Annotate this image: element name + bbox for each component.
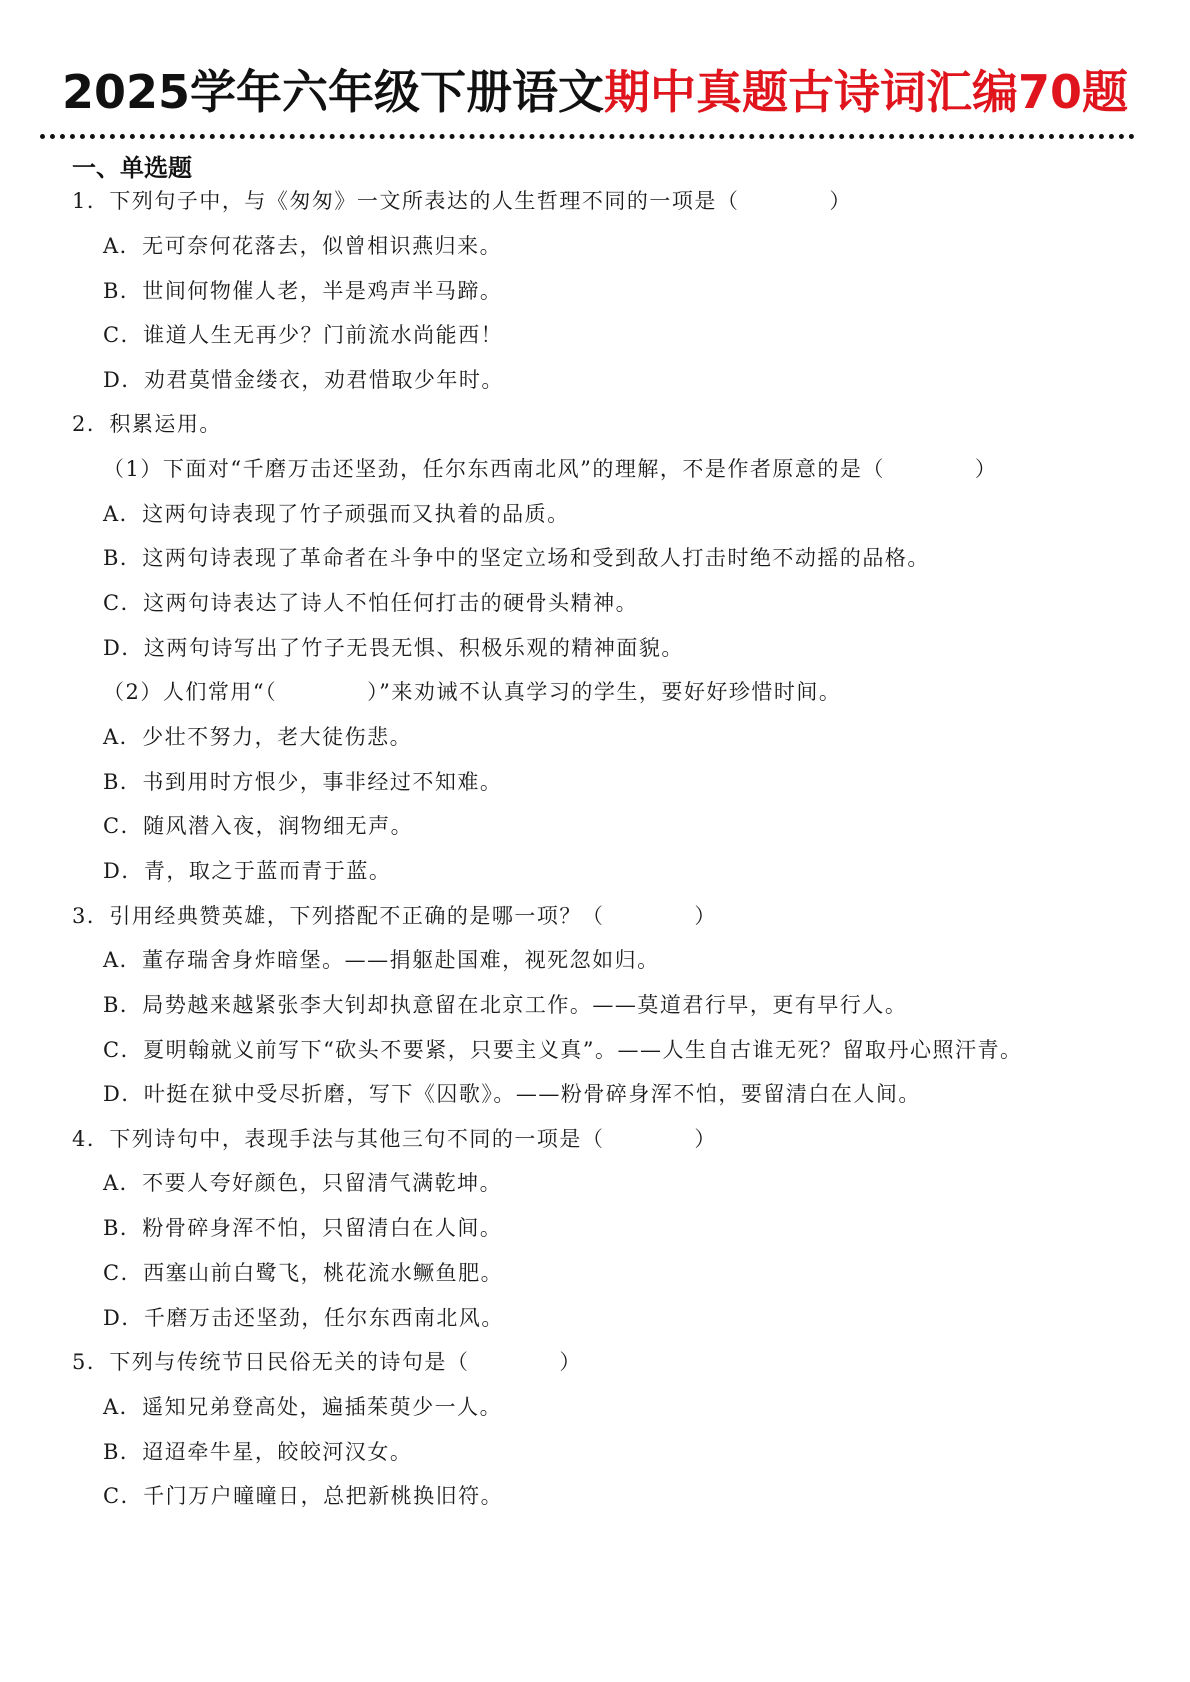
question-2-part-2: （2）人们常用“（ ）”来劝诫不认真学习的学生，要好好珍惜时间。 — [103, 680, 842, 704]
question-3-option-a: A．董存瑞舍身炸暗堡。——捐躯赴国难，视死忽如归。 — [103, 948, 660, 972]
question-3: 3．引用经典赞英雄，下列搭配不正确的是哪一项？（ ） — [72, 904, 717, 928]
title-accent: 期中真题古诗词汇编70题 — [604, 65, 1129, 119]
question-2-2-option-b: B．书到用时方恨少，事非经过不知难。 — [103, 770, 503, 794]
question-4-option-b: B．粉骨碎身浑不怕，只留清白在人间。 — [103, 1216, 503, 1240]
question-4-option-c: C．西塞山前白鹭飞，桃花流水鳜鱼肥。 — [103, 1261, 504, 1285]
question-2-1-option-a: A．这两句诗表现了竹子顽强而又执着的品质。 — [103, 502, 570, 526]
question-1-option-d: D．劝君莫惜金缕衣，劝君惜取少年时。 — [103, 368, 504, 392]
question-2-1-option-d: D．这两句诗写出了竹子无畏无惧、积极乐观的精神面貌。 — [103, 636, 684, 660]
question-3-option-d: D．叶挺在狱中受尽折磨，写下《囚歌》。——粉骨碎身浑不怕，要留清白在人间。 — [103, 1082, 921, 1106]
section-heading: 一、单选题 — [72, 154, 192, 182]
question-1-option-c: C．谁道人生无再少？门前流水尚能西！ — [103, 323, 504, 347]
question-4-option-a: A．不要人夸好颜色，只留清气满乾坤。 — [103, 1171, 503, 1195]
dotted-divider — [40, 134, 1135, 139]
question-3-option-b: B．局势越来越紧张李大钊却执意留在北京工作。——莫道君行早，更有早行人。 — [103, 993, 908, 1017]
question-5: 5．下列与传统节日民俗无关的诗句是（ ） — [72, 1350, 582, 1374]
question-1-option-a: A．无可奈何花落去，似曾相识燕归来。 — [103, 234, 503, 258]
question-2-2-option-d: D．青，取之于蓝而青于蓝。 — [103, 859, 392, 883]
question-5-option-a: A．遥知兄弟登高处，遍插茱萸少一人。 — [103, 1395, 503, 1419]
question-5-option-c: C．千门万户曈曈日，总把新桃换旧符。 — [103, 1484, 504, 1508]
question-2-2-option-a: A．少壮不努力，老大徒伤悲。 — [103, 725, 413, 749]
question-5-option-b: B．迢迢牵牛星，皎皎河汉女。 — [103, 1440, 413, 1464]
question-2-1-option-c: C．这两句诗表达了诗人不怕任何打击的硬骨头精神。 — [103, 591, 639, 615]
question-2: 2．积累运用。 — [72, 412, 222, 436]
title-main: 2025学年六年级下册语文 — [61, 65, 604, 119]
question-2-part-1: （1）下面对“千磨万击还坚劲，任尔东西南北风”的理解，不是作者原意的是（ ） — [103, 457, 998, 481]
question-4-option-d: D．千磨万击还坚劲，任尔东西南北风。 — [103, 1306, 504, 1330]
question-3-option-c: C．夏明翰就义前写下“砍头不要紧，只要主义真”。——人生自古谁无死？留取丹心照汗青。 — [103, 1038, 1023, 1062]
question-2-2-option-c: C．随风潜入夜，润物细无声。 — [103, 814, 414, 838]
document-title — [0, 62, 1190, 122]
question-1-option-b: B．世间何物催人老，半是鸡声半马蹄。 — [103, 279, 503, 303]
question-4: 4．下列诗句中，表现手法与其他三句不同的一项是（ ） — [72, 1127, 717, 1151]
question-2-1-option-b: B．这两句诗表现了革命者在斗争中的坚定立场和受到敌人打击时绝不动摇的品格。 — [103, 546, 930, 570]
question-1: 1．下列句子中，与《匆匆》一文所表达的人生哲理不同的一项是（ ） — [72, 189, 852, 213]
